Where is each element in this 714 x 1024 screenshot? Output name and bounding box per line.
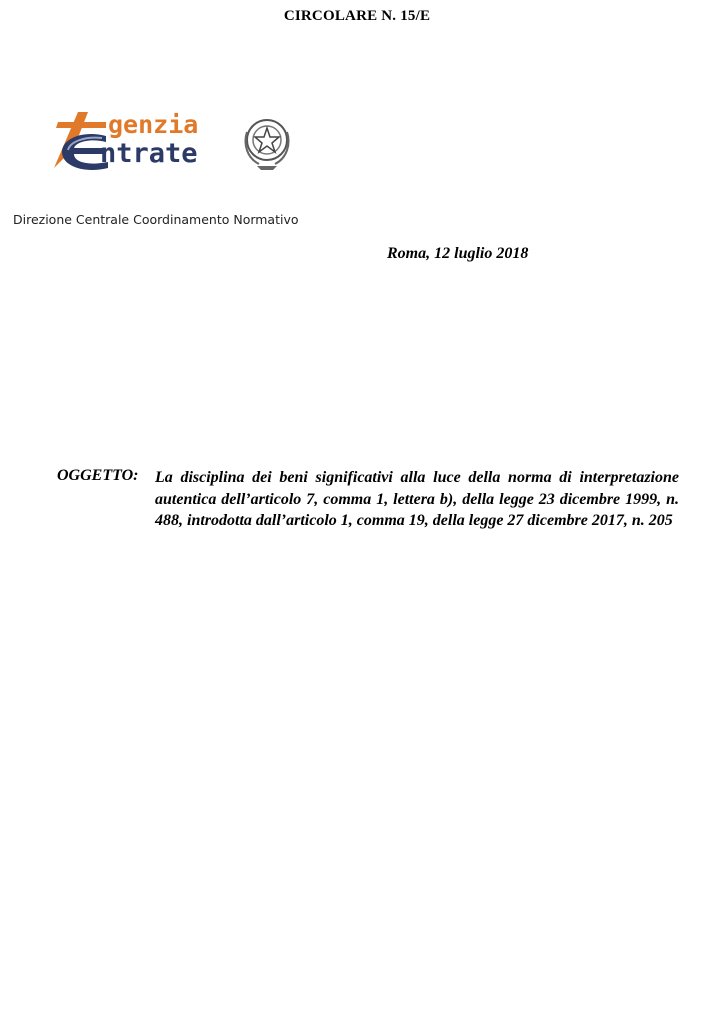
logo-word-entrate: ntrate: [100, 138, 198, 169]
agenzia-entrate-logo: [44, 108, 300, 178]
subject-text: La disciplina dei beni significativi alla luce della norma di interpretazione autentica dell’articolo 7, comma 1, lettera b), della legge 23 dicembre 1999, n. 488, introdotta dall’articolo 1, comma 19, della legge 27 dicembre 2017, n. 205: [155, 469, 679, 529]
circolare-title: CIRCOLARE N. 15/E: [283, 8, 431, 24]
subject-label: OGGETTO:: [57, 467, 139, 484]
logo-word-agenzia: genzia: [108, 110, 199, 139]
department-name: Direzione Centrale Coordinamento Normativo: [13, 212, 299, 227]
document-date: Roma, 12 luglio 2018: [387, 245, 529, 262]
italian-republic-emblem-icon: [239, 112, 295, 174]
